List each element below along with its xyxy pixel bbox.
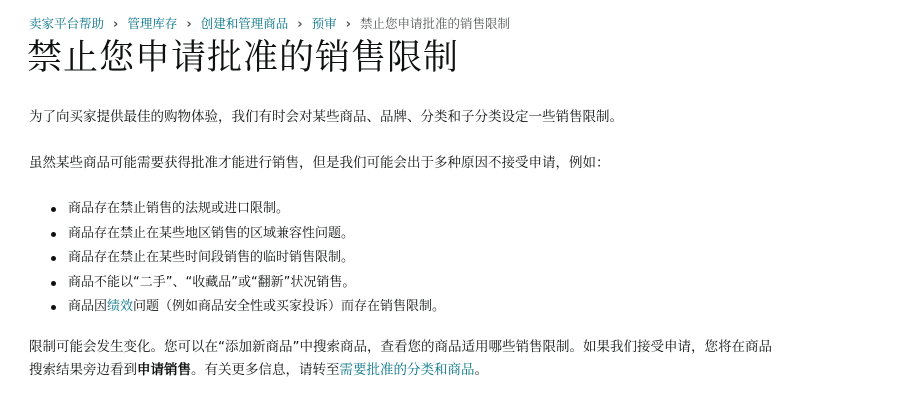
list-item [29,295,445,320]
list-item: 商品不能以“二手”、“收藏品”或“翻新”状况销售。 [29,271,445,296]
apply-to-sell-emphasis: 申请销售 [137,362,191,378]
list-item-text: 问题（例如商品安全性或买家投诉）而存在销售限制。 [133,299,446,314]
intro-paragraph: 为了向买家提供最佳的购物体验，我们有时会对某些商品、品牌、分类和子分类设定一些销售限制。 [29,109,623,125]
closing-paragraph [29,336,772,382]
breadcrumb-separator: › [345,17,351,32]
performance-link[interactable]: 绩效 [107,299,134,314]
closing-line-1: 限制可能会发生变化。您可以在“添加新商品”中搜索商品，查看您的商品适用哪些销售限制。如果我们接受申请，您将在商品 [29,339,772,355]
breadcrumb-separator: › [186,17,192,32]
list-item: 商品存在禁止在某些时间段销售的临时销售限制。 [29,246,445,271]
list-item-text: 商品因 [68,299,108,314]
closing-text: 。 [474,362,488,378]
breadcrumb-create-manage-listings[interactable]: 创建和管理商品 [200,16,289,31]
closing-text: 搜索结果旁边看到 [29,362,137,378]
page-title: 禁止您申请批准的销售限制 [27,38,460,78]
breadcrumb-manage-inventory[interactable]: 管理库存 [127,16,178,31]
breadcrumb-separator: › [297,17,303,32]
list-item: 商品存在禁止在某些地区销售的区域兼容性问题。 [29,222,445,247]
breadcrumb-preapproval[interactable]: 预审 [311,16,337,31]
reasons-list [29,197,445,320]
breadcrumb [29,15,510,34]
list-item: 商品存在禁止销售的法规或进口限制。 [29,197,445,222]
approval-categories-link[interactable]: 需要批准的分类和商品 [339,362,475,378]
breadcrumb-current: 禁止您申请批准的销售限制 [360,16,511,31]
closing-text: 。有关更多信息，请转至 [191,362,340,378]
breadcrumb-seller-help[interactable]: 卖家平台帮助 [29,16,105,31]
reasons-intro-paragraph: 虽然某些商品可能需要获得批准才能进行销售，但是我们可能会出于多种原因不接受申请，例如： [29,155,610,171]
breadcrumb-separator: › [113,17,119,32]
